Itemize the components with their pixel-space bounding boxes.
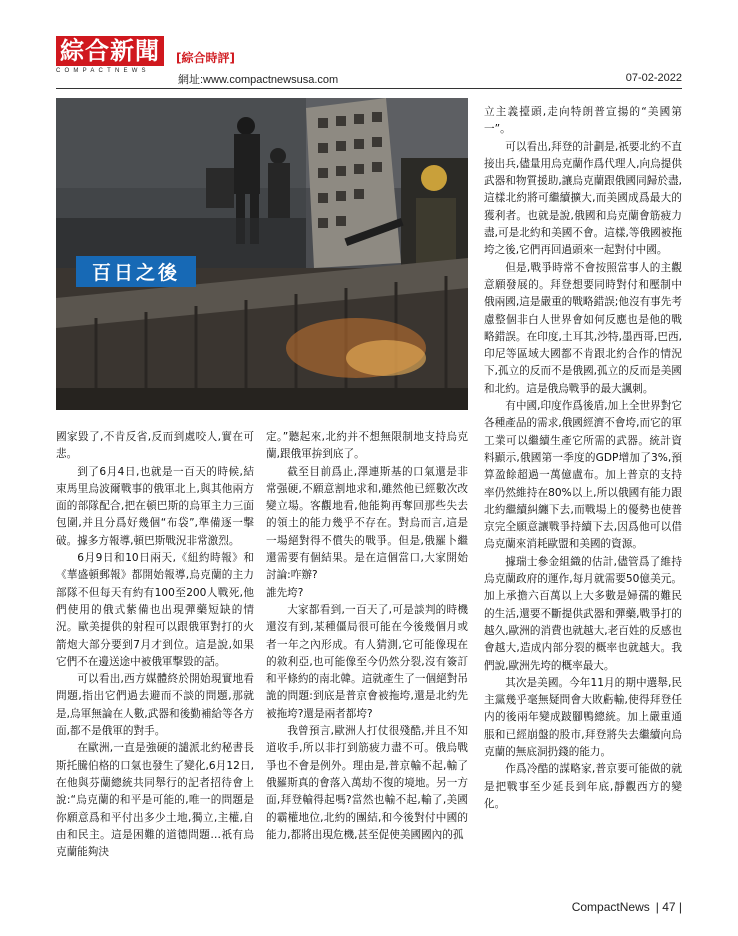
logo-text: 綜合新聞 — [56, 36, 164, 66]
paragraph: 但是,戰爭時常不會按照當事人的主觀意願發展的。拜登想要同時對付和壓制中俄兩國,這是嚴重的戰略錯誤;他沒有事先考慮整個非白人世界會如何反應也是他的戰略錯誤。在印度,土耳其,沙特,墨西哥,巴西,印尼等區域大國都不肯跟北約合作的情況下,孤立的反而不是俄國,孤立的反而是美國和北約。這是俄烏戰爭的最大諷刺。 — [484, 261, 682, 395]
paragraph: 可以看出,西方媒體終於開始現實地看問題,指出它們過去避而不談的問題,那就是,烏軍無論在人數,武器和後勤補給等各方面,都不是俄軍的對手。 — [56, 673, 254, 738]
photo-headline-banner: 百日之後 — [76, 256, 196, 287]
paragraph: 在歐洲,一直是強硬的譴派北約秘書長斯托騰伯格的口氣也發生了變化,6月12日,在他與芬蘭總統共同舉行的記者招待會上說:“烏克蘭的和平是可能的,唯一的問題是你願意爲和平付出多少土地,獨立,主權,自由和民主。這是困難的道德問題…祇有烏克蘭能夠決 — [56, 742, 254, 859]
masthead-logo — [56, 36, 164, 74]
page-number: | 47 | — [655, 900, 682, 914]
war-photo-collage — [56, 98, 468, 410]
paragraph: 據瑞士參金組織的估計,儘管爲了維持烏克蘭政府的運作,每月就需要50億美元。加上承擔六百萬以上大多數是婦孺的難民的生活,還要不斷提供武器和彈藥,戰爭打的越久,歐洲的消費也就越大,老百姓的反感也會越大,造成内部分裂的概率也就越大。我們說,歐洲先垮的概率最大。 — [484, 555, 682, 672]
section-tag: [綜合時評] — [176, 51, 235, 65]
paragraph: 大家都看到,一百天了,可是談判的時機還沒有到,某種僵局很可能在今後幾個月或者一年之內形成。有人猜測,它可能像現在的敘利亞,也可能像至今仍然分裂,沒有簽訂和平條約的南北韓。這就產生了一個絕對吊詭的問題:到底是普京會被拖垮,還是北約先被拖垮?還是兩者都垮? — [266, 603, 468, 720]
paragraph: 可以看出,拜登的計劃是,祇要北約不直接出兵,儘量用烏克蘭作爲代理人,向烏提供武器和物質援助,讓烏克蘭跟俄國同歸於盡,這樣北約將可繼續擴大,而美國成爲最大的獲利者。也就是說,俄國和烏克蘭會筋疲力盡,可是北約和美國不會。這樣,等俄國被拖垮之後,它們再回過頭來一起對付中國。 — [484, 140, 682, 257]
paragraph: 我曾預言,歐洲人打仗很殘酷,并且不知道收手,所以非打到筋疲力盡不可。俄烏戰爭也不會是例外。理由是,普京輸不起,輸了俄羅斯真的會落入萬劫不復的境地。另一方面,拜登輸得起嗎?當然也輸不起,輸了,美國的霸權地位,北約的團結,和今後對付中國的能力,都將出現危機,甚至促使美國國內的孤 — [266, 725, 468, 841]
paragraph: 立主義擡頭,走向特朗普宣揚的“美國第一”。 — [484, 106, 682, 136]
header-divider — [56, 88, 682, 89]
site-url: 網址:www.compactnewsusa.com — [178, 74, 339, 86]
paragraph: 6月9日和10日兩天,《紐約時報》和《華盛頓郵報》都開始報導,烏克蘭的主力部隊不但每天有約有100至200人戰死,他們使用的俄式紫備也出現彈藥短缺的情況。歐美提供的射程可以跟俄軍對打的火箭炮大部分要到7月才到位。這是說,如果它們不在邊送途中被俄軍擊毀的話。 — [56, 552, 254, 668]
article-column-2 — [266, 429, 468, 844]
paragraph: 國家毀了,不肯反省,反而到處咬人,實在可悲。 — [56, 431, 254, 461]
paragraph: 作爲冷酷的謀略家,普京要可能做的就是把戰事至少延長到年底,靜觀西方的變化。 — [484, 763, 682, 810]
photo-illustration — [56, 98, 468, 410]
page-footer — [572, 900, 682, 914]
paragraph: 定。”聽起來,北約并不想無限制地支持烏克蘭,跟俄軍拚到底了。 — [266, 431, 468, 461]
article-column-3 — [484, 104, 682, 813]
paragraph: 有中國,印度作爲後盾,加上全世界對它各種產品的需求,俄國經濟不會垮,而它的軍工業可以繼續生產它所需的武器。統計資料顯示,俄國第一季度的GDP增加了3%,預算盈餘超過一萬億盧布。加上普京的支持率仍然維持在80%以上,所以俄國有能力跟北約繼續糾纏下去,而戰場上的優勢也使普京完全願意讓戰爭持續下去,因爲他可以借烏克蘭來消耗歐盟和美國的資源。 — [484, 400, 682, 551]
paragraph: 截至目前爲止,澤連斯基的口氣還是非常强硬,不願意割地求和,雖然他已經數次改變立場。客觀地看,他能夠再奪回那些失去的領土的能力幾乎不存在。對烏而言,這是一場絕對得不償失的戰爭。但是,俄羅卜繼還需要有個結果。是在這個當口,大家開始討論:咋辦? — [266, 465, 468, 582]
article-column-1 — [56, 429, 254, 861]
paragraph: 到了6月4日,也就是一百天的時候,結束馬里烏波爾戰事的俄軍北上,與其他兩方面的部隊配合,把在頓巴斯的烏軍主力三面包圍,并且分爲好幾個“布袋”,準備逐一擊破。據多方報導,頓巴斯戰況非常激烈。 — [56, 465, 254, 547]
logo-subtitle: COMPACTNEWS — [56, 68, 150, 74]
paragraph: 其次是美國。今年11月的期中選舉,民主黨幾乎毫無疑問會大敗虧輸,使得拜登任内的後兩年變成跛腳鴨總統。加上嚴重通脹和已經崩盤的股市,拜登將失去繼續向烏克蘭的無底洞扔錢的能力。 — [484, 676, 682, 758]
issue-date: 07-02-2022 — [625, 72, 682, 84]
footer-brand: CompactNews — [571, 900, 650, 914]
subheading: 誰先垮? — [266, 586, 304, 599]
